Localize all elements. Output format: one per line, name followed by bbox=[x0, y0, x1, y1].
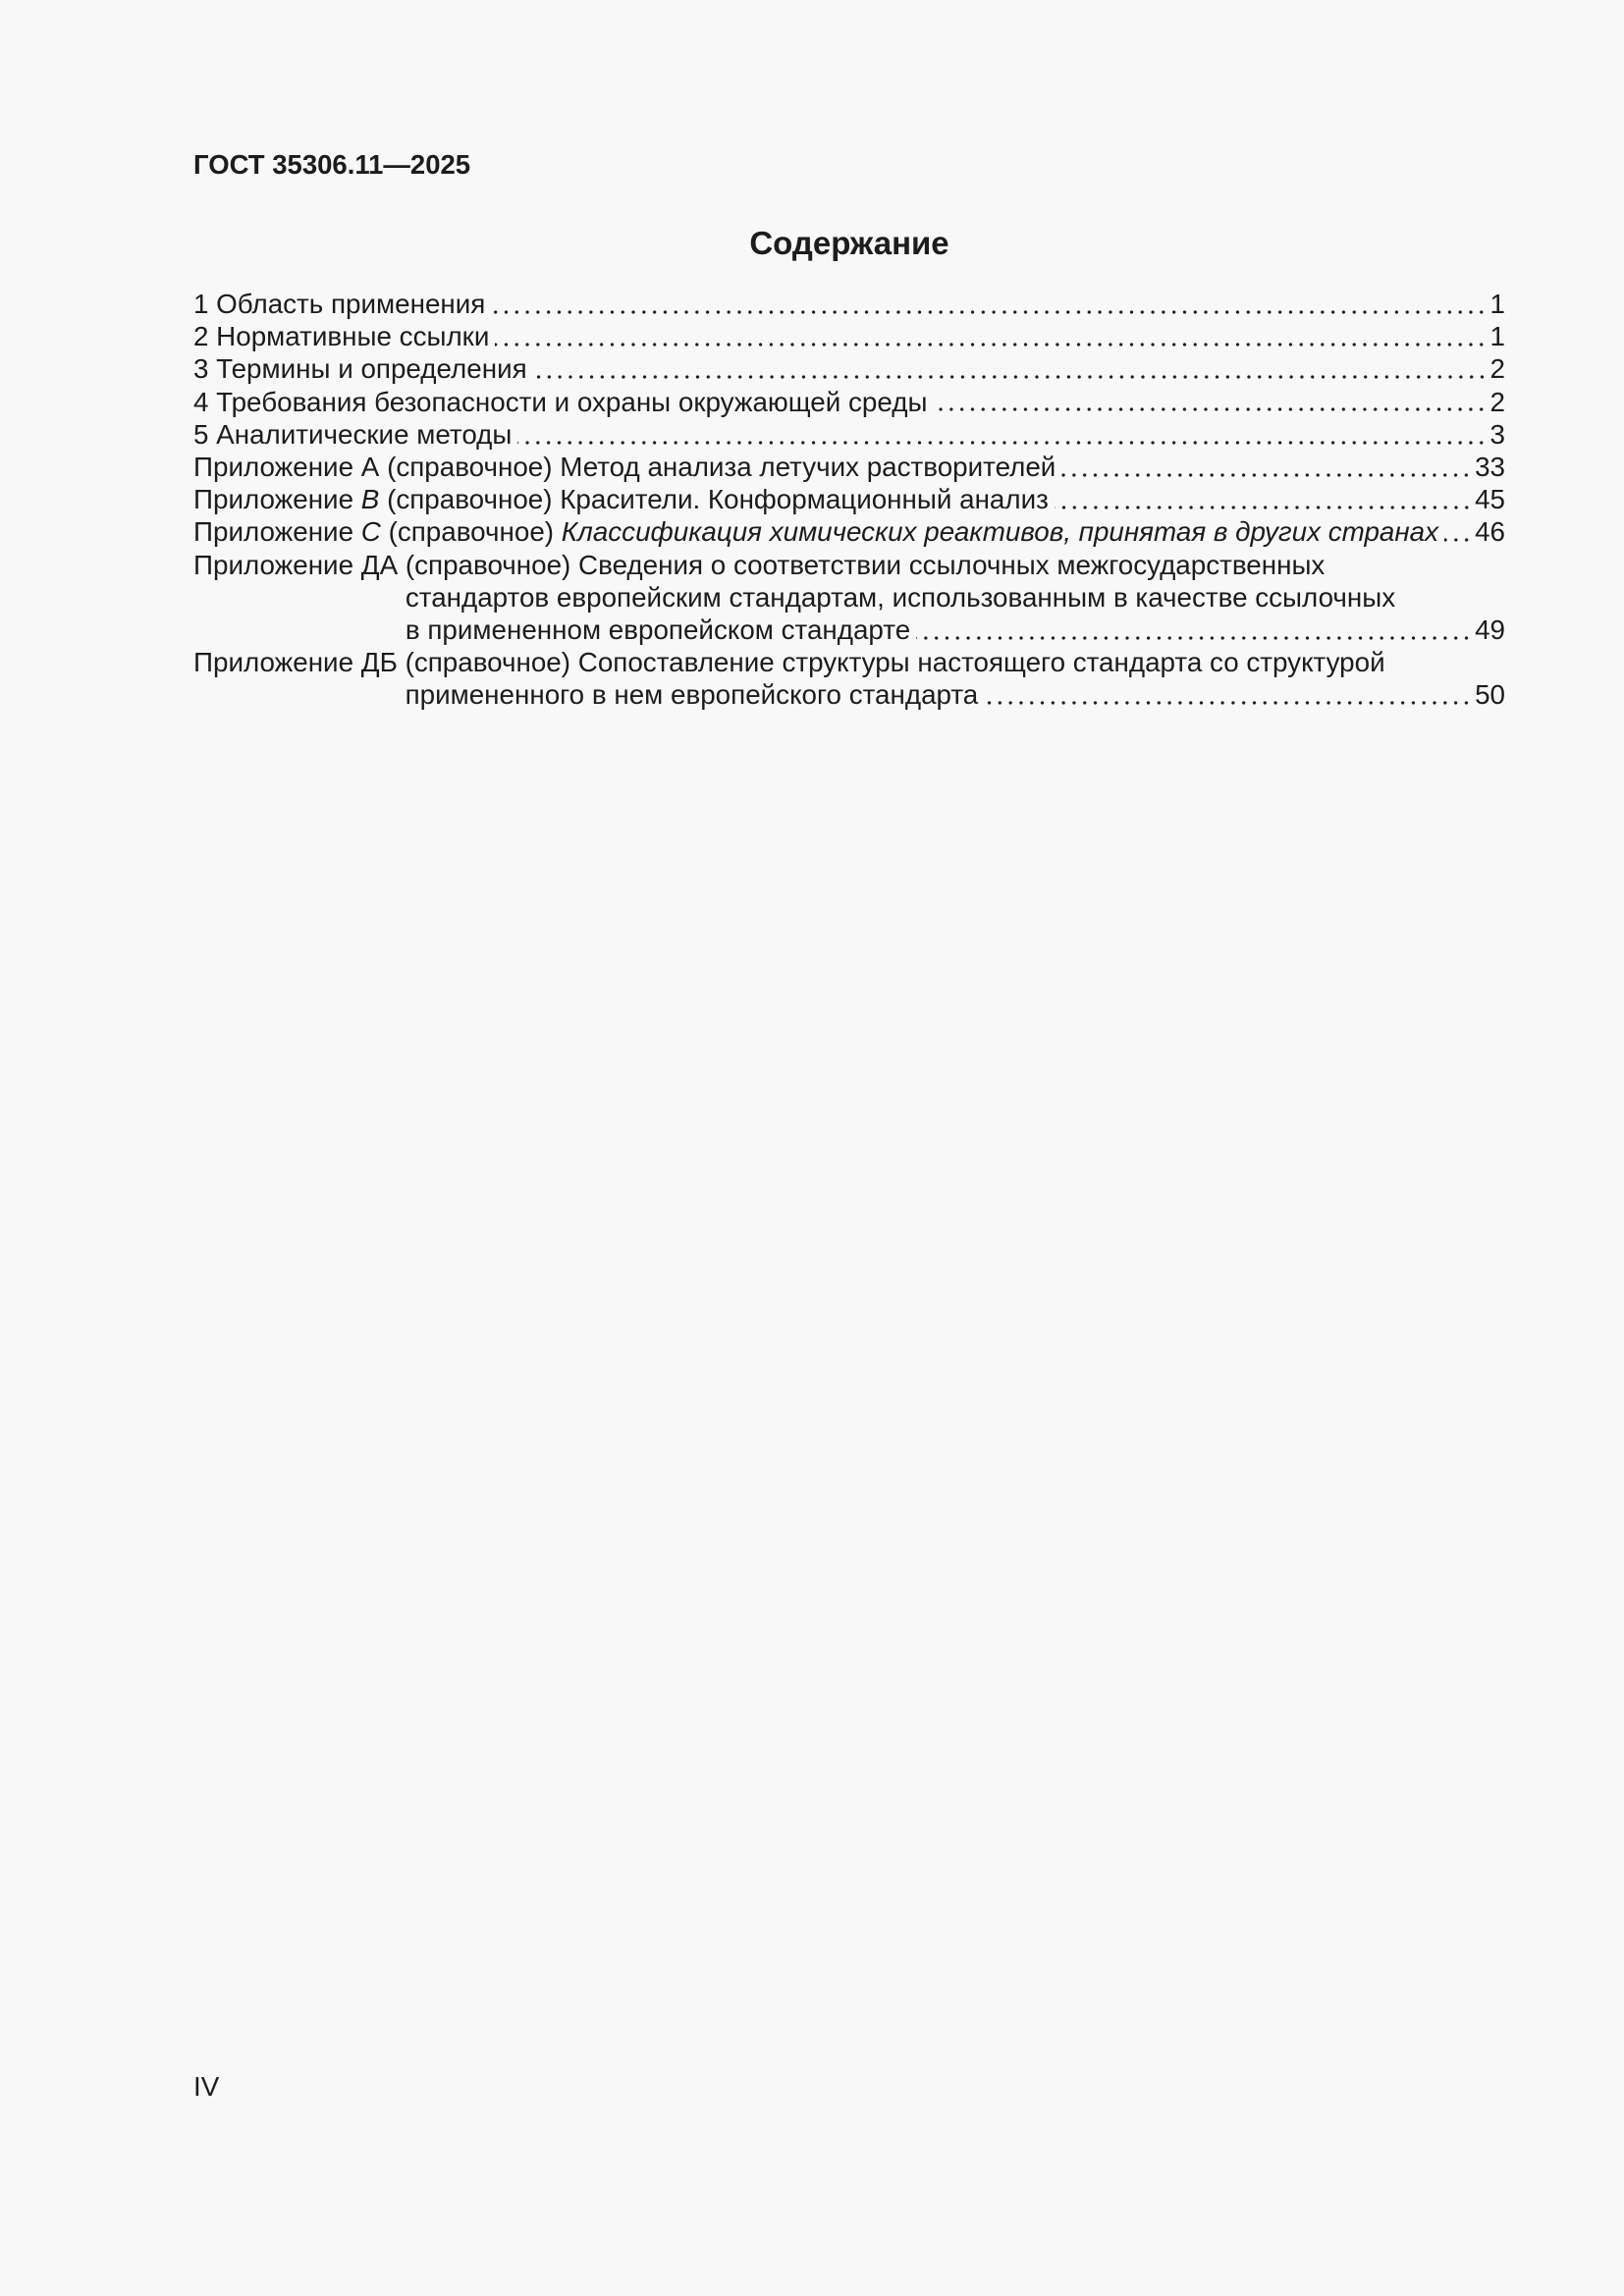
page-number: IV bbox=[193, 2071, 220, 2102]
toc-entry-section-5 bbox=[193, 418, 1505, 451]
toc-entry-label bbox=[193, 515, 1438, 548]
annex-word: Приложение bbox=[193, 484, 354, 515]
toc-entry-page-number: 45 bbox=[1475, 484, 1505, 515]
annex-title-continued: примененного в нем европейского стандарта bbox=[405, 679, 979, 711]
document-code: ГОСТ 35306.11—2025 bbox=[193, 149, 471, 180]
annex-letter: А bbox=[360, 451, 380, 482]
dot-leader bbox=[491, 288, 1487, 320]
toc-entry-page-number: 33 bbox=[1475, 451, 1505, 482]
toc-entry-annex-b bbox=[193, 483, 1505, 515]
toc-entry-label bbox=[193, 483, 1049, 515]
dot-leader bbox=[1055, 483, 1472, 515]
toc-entry-section-4 bbox=[193, 386, 1505, 418]
annex-status: (справочное) bbox=[387, 484, 553, 515]
toc-entry-label: 3 Термины и определения bbox=[193, 353, 527, 385]
annex-designation bbox=[193, 646, 406, 678]
dot-leader bbox=[1061, 451, 1472, 483]
annex-body bbox=[406, 549, 1505, 647]
toc-entry-page-number: 1 bbox=[1489, 321, 1505, 352]
toc-entry-section-1 bbox=[193, 288, 1505, 320]
dot-leader bbox=[1444, 515, 1472, 548]
annex-body bbox=[406, 646, 1505, 711]
annex-title: Красители. Конформационный анализ bbox=[560, 484, 1049, 515]
dot-leader bbox=[495, 320, 1487, 352]
annex-title-continued: стандартов европейским стандартам, использованным в качестве ссылочных bbox=[405, 581, 1396, 613]
annex-designation bbox=[193, 549, 406, 581]
toc-entry-page-number: 46 bbox=[1475, 516, 1505, 548]
toc-entry-annex-a bbox=[193, 451, 1505, 483]
toc-entry-annex-c bbox=[193, 515, 1505, 548]
annex-status: (справочное) bbox=[405, 549, 571, 580]
annex-title-line bbox=[406, 549, 1505, 581]
annex-word: Приложение bbox=[193, 647, 354, 678]
toc-title: Содержание bbox=[749, 225, 949, 261]
dot-leader bbox=[533, 352, 1488, 385]
annex-title-line-last bbox=[406, 614, 1505, 646]
annex-letter: ДБ bbox=[360, 647, 398, 678]
toc-entry-annex-db bbox=[193, 646, 1505, 711]
toc-entry-label: 1 Область применения bbox=[193, 289, 486, 319]
annex-title-line-last bbox=[406, 678, 1505, 711]
annex-title-line bbox=[406, 581, 1505, 614]
annex-word: Приложение bbox=[193, 451, 354, 482]
annex-word: Приложение bbox=[193, 549, 354, 580]
toc-entry-page-number: 3 bbox=[1489, 418, 1505, 450]
annex-status: (справочное) bbox=[388, 516, 555, 548]
annex-word: Приложение bbox=[193, 516, 354, 548]
toc-entry-label bbox=[193, 451, 1056, 483]
annex-letter: C bbox=[360, 516, 381, 548]
toc-entry-section-3 bbox=[193, 352, 1505, 385]
toc-entry-page-number: 49 bbox=[1475, 614, 1505, 645]
annex-title: Классификация химических реактивов, принятая в других странах bbox=[561, 516, 1439, 548]
toc-entry-page-number: 50 bbox=[1475, 679, 1505, 711]
annex-status: (справочное) bbox=[387, 451, 553, 482]
toc-entry-section-2 bbox=[193, 320, 1505, 352]
annex-letter: ДА bbox=[360, 549, 399, 580]
toc-entry-page-number: 2 bbox=[1489, 353, 1505, 385]
toc-entry-label: 2 Нормативные ссылки bbox=[193, 321, 490, 352]
annex-status: (справочное) bbox=[405, 647, 571, 678]
annex-letter: B bbox=[360, 484, 380, 515]
annex-title: Метод анализа летучих растворителей bbox=[560, 451, 1056, 482]
annex-title: Сведения о соответствии ссылочных межгосударственных bbox=[578, 549, 1326, 580]
toc-entry-annex-da bbox=[193, 549, 1505, 647]
dot-leader bbox=[517, 418, 1487, 451]
annex-title: Сопоставление структуры настоящего стандарта со структурой bbox=[577, 647, 1385, 678]
annex-title-continued: в примененном европейском стандарте bbox=[405, 614, 911, 645]
dot-leader bbox=[933, 386, 1487, 418]
table-of-contents bbox=[193, 288, 1505, 711]
toc-entry-page-number: 1 bbox=[1489, 289, 1505, 319]
toc-entry-label: 4 Требования безопасности и охраны окружающей среды bbox=[193, 386, 928, 417]
toc-entry-page-number: 2 bbox=[1489, 386, 1505, 417]
annex-title-line bbox=[406, 646, 1505, 678]
dot-leader bbox=[984, 678, 1472, 711]
dot-leader bbox=[916, 614, 1472, 646]
toc-entry-label: 5 Аналитические методы bbox=[193, 418, 513, 450]
